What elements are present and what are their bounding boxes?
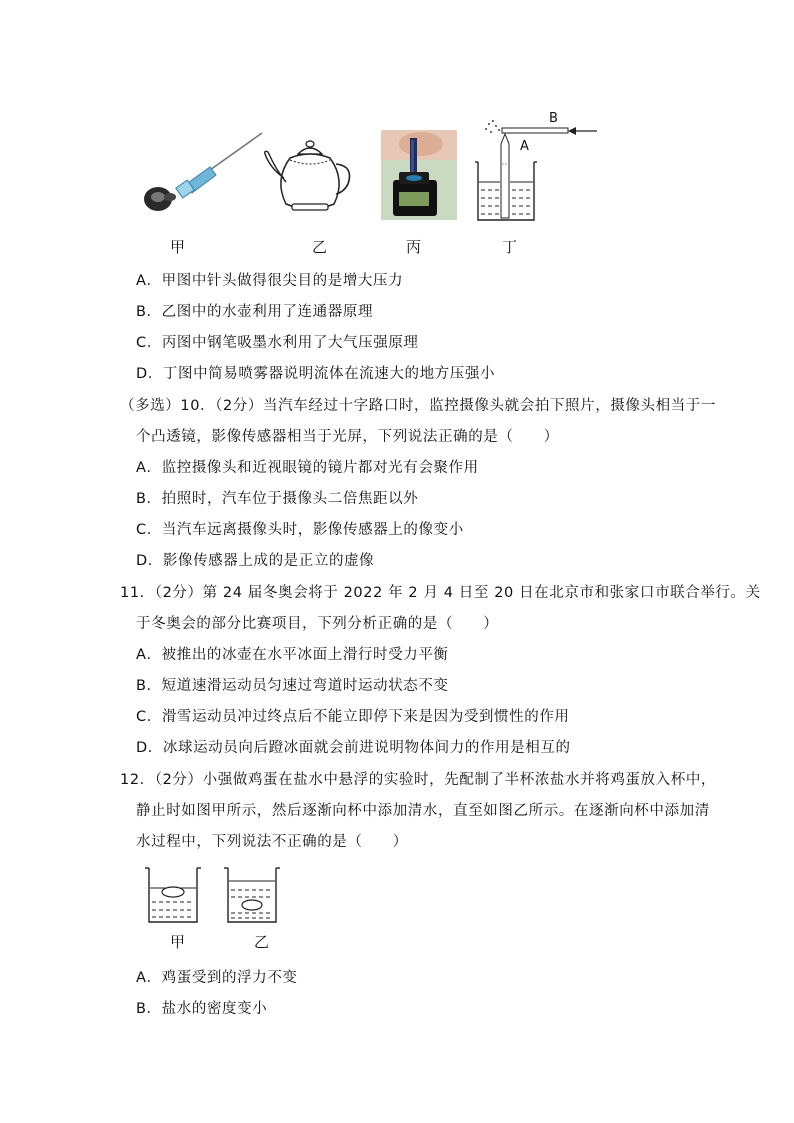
q10-stem-line2: 个凸透镜，影像传感器相当于光屏，下列说法正确的是（ ）: [136, 429, 559, 445]
figure-label-jia: 甲: [170, 238, 186, 256]
q9-option-a: A．甲图中针头做得很尖目的是增大压力: [136, 273, 404, 289]
q11-option-b: B．短道速滑运动员匀速过弯道时运动状态不变: [136, 678, 449, 694]
q11-option-d: D．冰球运动员向后蹬冰面就会前进说明物体间力的作用是相互的: [136, 740, 571, 756]
sprayer-label-b: B: [549, 111, 558, 126]
q9-option-c: C．丙图中钢笔吸墨水利用了大气压强原理: [136, 335, 419, 351]
q11-option-c: C．滑雪运动员冲过终点后不能立即停下来是因为受到惯性的作用: [136, 709, 570, 725]
needle-figure: [140, 125, 270, 220]
q10-option-c: C．当汽车远离摄像头时，影像传感器上的像变小: [136, 522, 464, 538]
q10-option-b: B．拍照时，汽车位于摄像头二倍焦距以外: [136, 491, 419, 507]
figure-label-yi: 乙: [312, 238, 328, 256]
beaker-yi-figure: [222, 864, 282, 926]
figure-label-bing: 丙: [406, 238, 422, 256]
q12-stem-line3: 水过程中，下列说法不正确的是（ ）: [136, 834, 408, 850]
q10-option-d: D．影像传感器上成的是正立的虚像: [136, 553, 375, 569]
sprayer-label-a: A: [520, 139, 529, 154]
q12-stem-line1: 12．（2分）小强做鸡蛋在盐水中悬浮的实验时，先配制了半杯浓盐水并将鸡蛋放入杯中，: [120, 772, 717, 788]
q11-stem-line2: 于冬奥会的部分比赛项目，下列分析正确的是（ ）: [136, 616, 499, 632]
q11-stem-line1: 11．（2分）第 24 届冬奥会将于 2022 年 2 月 4 日至 20 日在北京市和张家口市联合举行。关: [120, 585, 761, 601]
q12-figure-label-jia: 甲: [170, 933, 186, 951]
q12-option-b: B．盐水的密度变小: [136, 1001, 268, 1017]
ink-pen-figure: [381, 130, 457, 220]
q9-option-b: B．乙图中的水壶利用了连通器原理: [136, 304, 374, 320]
q10-stem-line1: （多选）10．（2分）当汽车经过十字路口时，监控摄像头就会拍下照片，摄像头相当于一: [120, 398, 717, 414]
teapot-figure: [262, 138, 356, 216]
figure-label-ding: 丁: [502, 238, 518, 256]
q12-option-a: A．鸡蛋受到的浮力不变: [136, 970, 298, 986]
q12-stem-line2: 静止时如图甲所示，然后逐渐向杯中添加清水，直至如图乙所示。在逐渐向杯中添加清: [136, 803, 710, 819]
q10-option-a: A．监控摄像头和近视眼镜的镜片都对光有会聚作用: [136, 460, 479, 476]
beaker-jia-figure: [143, 864, 203, 926]
sprayer-figure: [472, 112, 602, 224]
q9-option-d: D．丁图中简易喷雾器说明流体在流速大的地方压强小: [136, 366, 496, 382]
q11-option-a: A．被推出的冰壶在水平冰面上滑行时受力平衡: [136, 647, 449, 663]
q12-figure-label-yi: 乙: [254, 933, 270, 951]
